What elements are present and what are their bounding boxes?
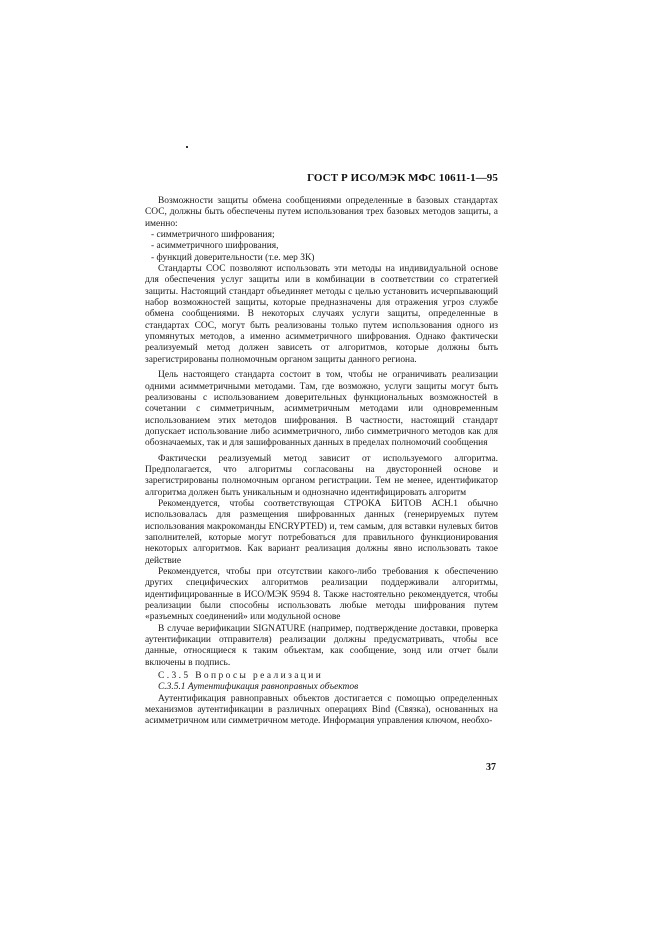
scan-speck	[186, 146, 188, 148]
body-text	[145, 196, 498, 728]
paragraph: Стандарты СОС позволяют использовать эти методы на индивидуальной основе для обеспечения услуг защиты или в комбинации в соответствии со стратегией защиты. Настоящий стандарт объединяет методы с целью установить исчерпывающий набор возможностей защиты, которые предназначены для отражения угроз службе обмена сообщениями. В некоторых случаях услуги защиты, определенные в стандартах СОС, могут быть реализованы только путем использования одного из упомянутых методов, а именно асимметричного шифрования. Однако фактически реализуемый метод должен зависеть от алгоритмов, которые должны быть зарегистрированы полномочным органом защиты данного региона.	[145, 264, 498, 365]
page-number: 37	[486, 762, 496, 773]
paragraph: Аутентификация равноправных объектов достигается с помощью определенных механизмов аутентификации в различных операциях Bind (Связка), основанных на асимметричном или симметричном методе. Информация управления ключом, необхо-	[145, 693, 498, 727]
paragraph: Рекомендуется, чтобы при отсутствии какого-либо требования к обеспечению других специфических алгоритмов реализации поддерживали алгоритмы, идентифицированные в ИСО/МЭК 9594 8. Также настоятельно рекомендуется, чтобы реализации были способны использовать любые методы шифрования путем «разъемных соединений» или модульной основе	[145, 567, 498, 623]
section-heading: С.3.5 Вопросы реализации	[158, 671, 324, 682]
list-item: - асимметричного шифрования,	[151, 241, 279, 252]
list-item: - функций доверительности (т.е. мер ЗК)	[151, 252, 315, 263]
paragraph: В случае верификации SIGNATURE (например, подтверждение доставки, проверка аутентификации отправителя) реализации должны предусматривать, чтобы все данные, относящиеся к таким объектам, как сообщение, зонд или отчет были включены в подпись.	[145, 623, 498, 668]
paragraph: Фактически реализуемый метод зависит от используемого алгоритма. Предполагается, что алгоритмы согласованы на двусторонней основе и зарегистрированы полномочным органом регистрации. Тем не менее, идентификатор алгоритма должен быть уникальным и однозначно идентифицировать алгоритм	[145, 453, 498, 498]
subsection-heading: С.3.5.1 Аутентификация равноправных объектов	[158, 682, 359, 693]
paragraph: Цель настоящего стандарта состоит в том, чтобы не ограничивать реализации одними асимметричными методами. Там, где возможно, услуги защиты могут быть реализованы с использованием доверительных функциональных возможностей в сочетании с симметричным, асимметричным методами или одновременным использованием этих методов шифрования. В частности, настоящий стандарт допускает использование либо асимметричного, либо симметричного методов как для обозначаемых, так и для зашифрованных данных в пределах полномочий сообщения	[145, 370, 498, 449]
list-item: - симметричного шифрования;	[151, 230, 275, 241]
standard-header: ГОСТ Р ИСО/МЭК МФС 10611-1—95	[307, 172, 498, 184]
paragraph: Рекомендуется, чтобы соответствующая СТРОКА БИТОВ АСН.1 обычно использовалась для размещения шифрованных данных (генерируемых путем использования макрокоманды ENCRYPTED) и, тем самым, для вставки нулевых битов заполнителей, которые могут потребоваться для правильного функционирования некоторых алгоритмов. Как вариант реализация должны явно использовать такое действие	[145, 498, 498, 566]
paragraph: Возможности защиты обмена сообщениями определенные в базовых стандартах СОС, должны быть обеспечены путем использования трех базовых методов защиты, а именно:	[145, 196, 498, 229]
